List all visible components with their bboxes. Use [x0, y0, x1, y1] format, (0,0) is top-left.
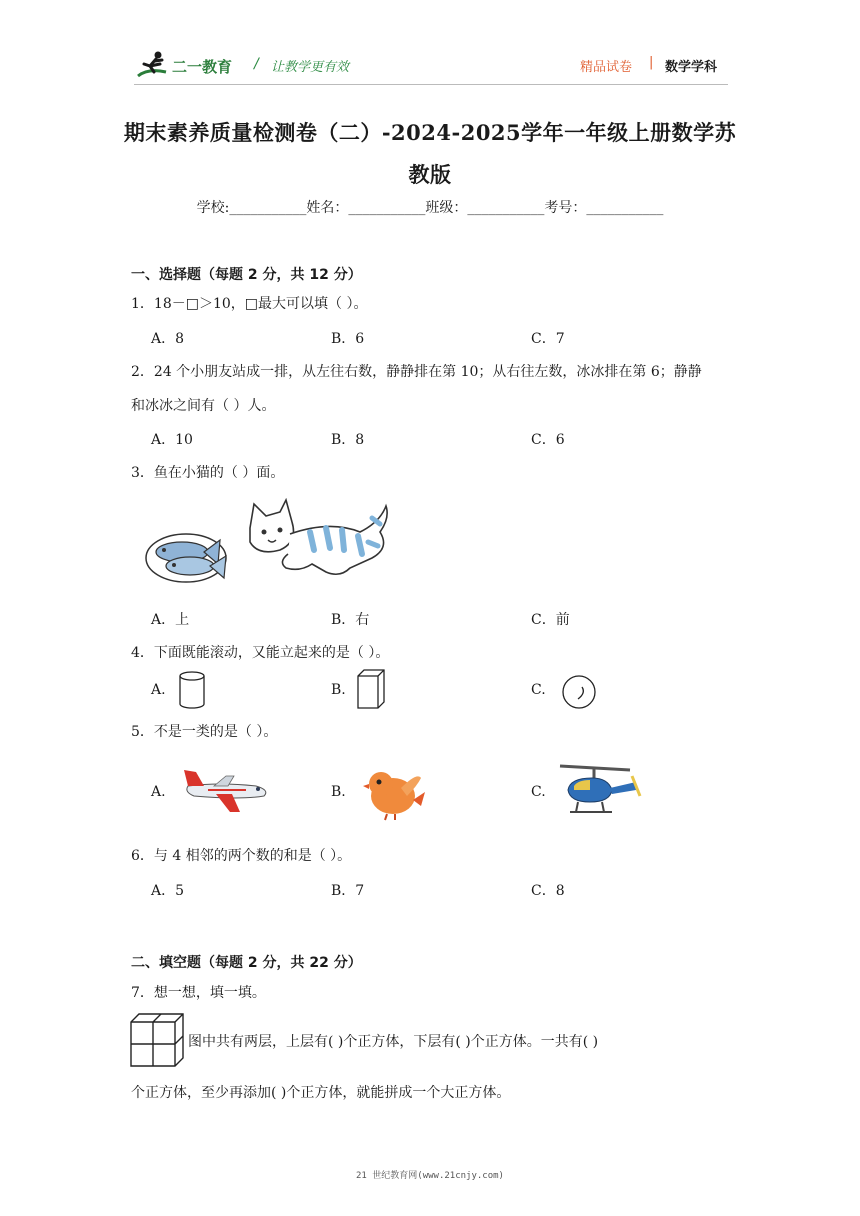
q5-option-c[interactable]: C.	[531, 784, 546, 800]
question-4: 4．下面既能滚动，又能立起来的是（ ）。	[131, 645, 390, 661]
question-5: 5．不是一类的是（ ）。	[131, 724, 278, 740]
q5-option-a[interactable]: A.	[151, 784, 166, 800]
sphere-icon	[560, 673, 598, 711]
logo	[136, 50, 244, 82]
question-3: 3．鱼在小猫的（ ）面。	[131, 465, 285, 481]
cylinder-icon	[178, 670, 206, 710]
q4-option-b[interactable]: B.	[331, 682, 346, 698]
tag-premium: 精品试卷	[580, 60, 633, 75]
helicopter-icon	[556, 760, 644, 822]
q6-option-c[interactable]: C．8	[531, 883, 565, 899]
question-1: 1．18－□＞10，□最大可以填（ ）。	[131, 296, 368, 312]
question-7: 7．想一想，填一填。	[131, 985, 266, 1001]
q6-option-a[interactable]: A．5	[151, 883, 185, 899]
cat-icon	[240, 498, 392, 582]
q4-option-c[interactable]: C.	[531, 682, 546, 698]
question-7-line2: 个正方体，至少再添加( )个正方体，就能拼成一个大正方体。	[131, 1085, 511, 1101]
question-2-line2: 和冰冰之间有（ ）人。	[131, 398, 276, 414]
q1-option-a[interactable]: A．8	[151, 331, 185, 347]
bird-icon	[361, 762, 427, 822]
brand-name: 二一教育	[172, 58, 233, 76]
q4-option-a[interactable]: A.	[151, 682, 166, 698]
airplane-icon	[180, 764, 272, 816]
q3-option-c[interactable]: C．前	[531, 612, 570, 628]
header-rule	[134, 84, 728, 85]
student-info-line: 学校:___________姓名：___________班级：___________考号：___________	[196, 200, 664, 216]
q2-option-a[interactable]: A．10	[151, 432, 193, 448]
section-heading-choice: 一、选择题（每题 2 分，共 12 分）	[131, 267, 362, 283]
cuboid-icon	[356, 668, 386, 710]
question-7-line1: 图中共有两层，上层有( )个正方体，下层有( )个正方体。一共有( )	[188, 1034, 599, 1050]
page-title: 期末素养质量检测卷（二）-2024-2025学年一年级上册数学苏	[123, 120, 737, 145]
q3-option-a[interactable]: A．上	[151, 612, 190, 628]
q1-option-b[interactable]: B．6	[331, 331, 365, 347]
section-heading-fill: 二、填空题（每题 2 分，共 22 分）	[131, 955, 362, 971]
tag-subject: 数学学科	[665, 60, 718, 75]
question-6: 6．与 4 相邻的两个数的和是（ ）。	[131, 848, 352, 864]
q2-option-b[interactable]: B．8	[331, 432, 365, 448]
cube-stack-icon	[129, 1012, 187, 1070]
q5-option-b[interactable]: B.	[331, 784, 346, 800]
header-divider-slash: /	[254, 56, 259, 72]
fish-and-cat-illustration	[140, 498, 392, 588]
slogan: 让教学更有效	[271, 60, 350, 75]
q3-option-b[interactable]: B．右	[331, 612, 370, 628]
tag-separator: |	[649, 55, 654, 70]
page-title-line2: 教版	[408, 162, 452, 187]
footer-source: 21 世纪教育网(www.21cnjy.com)	[356, 1171, 504, 1181]
q6-option-b[interactable]: B．7	[331, 883, 365, 899]
question-2-line1: 2．24 个小朋友站成一排，从左往右数，静静排在第 10；从右往左数，冰冰排在第 6；静静	[131, 364, 702, 380]
q1-option-c[interactable]: C．7	[531, 331, 565, 347]
runner-logo-icon	[136, 50, 170, 80]
q2-option-c[interactable]: C．6	[531, 432, 565, 448]
fish-plate-icon	[142, 518, 238, 586]
